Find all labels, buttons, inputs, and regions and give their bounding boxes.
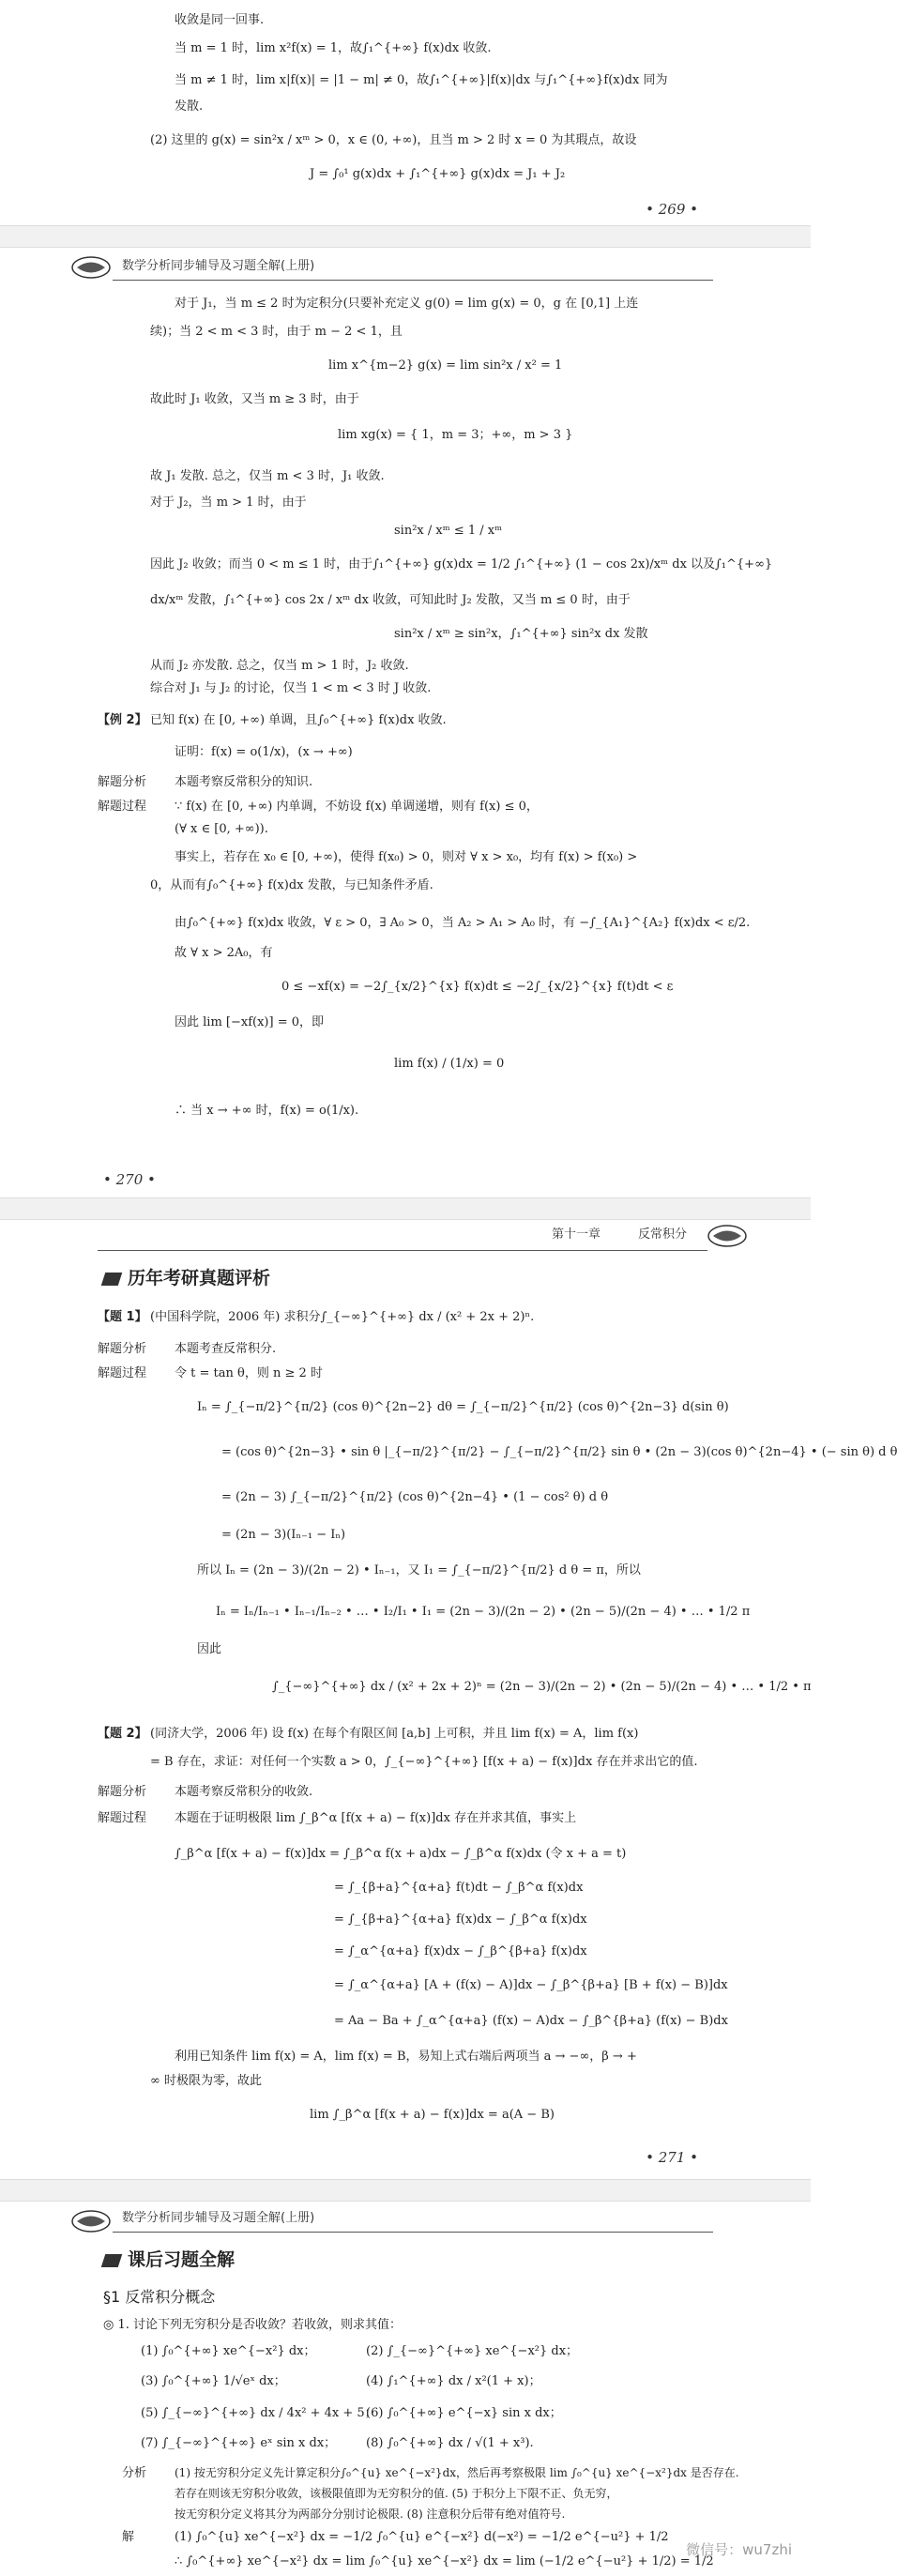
text-line: 令 t = tan θ，则 n ≥ 2 时	[175, 1366, 323, 1380]
page-number: • 270 •	[103, 1171, 156, 1188]
equation: sin²x / xᵐ ≤ 1 / xᵐ	[394, 524, 503, 538]
page-270	[0, 248, 811, 1196]
text-line: 若存在则该无穷积分收敛，该极限值即为无穷积分的值. (5) 于积分上下限不正、负无穷，	[175, 2487, 618, 2500]
analysis-text: 本题考查反常积分.	[175, 1342, 277, 1356]
exercise-item: (1) ∫₀^{+∞} xe^{−x²} dx；	[141, 2344, 316, 2358]
exercise-item: (6) ∫₀^{+∞} e^{−x} sin x dx；	[366, 2406, 562, 2420]
equation: lim ∫_β^α [f(x + a) − f(x)]dx = a(A − B)	[310, 2108, 555, 2122]
equation: = (2n − 3) ∫_{−π/2}^{π/2} (cos θ)^{2n−4} • (1 − cos² θ) d θ	[221, 1490, 609, 1504]
equation: Iₙ = Iₙ/Iₙ₋₁ • Iₙ₋₁/Iₙ₋₂ • … • I₂/I₁ • I₁ = (2n − 3)/(2n − 2) • (2n − 5)/(2n − 4) • … • 1/2 π	[216, 1605, 751, 1619]
equation: = ∫_α^{α+a} f(x)dx − ∫_β^{β+a} f(x)dx	[334, 1944, 587, 1959]
equation: = (cos θ)^{2n−3} • sin θ |_{−π/2}^{π/2} − ∫_{−π/2}^{π/2} sin θ • (2n − 3)(cos θ)^{2n−4} • (− sin θ) d θ	[221, 1445, 897, 1459]
text-line: dx/xᵐ 发散，∫₁^{+∞} cos 2x / xᵐ dx 收敛，可知此时 J₂ 发散，又当 m ≤ 0 时，由于	[150, 593, 631, 607]
analysis-label: 解题分析	[98, 775, 147, 789]
text-line: ∞ 时极限为零，故此	[150, 2074, 262, 2088]
page-gap	[0, 2179, 811, 2202]
text-line: 0，从而有∫₀^{+∞} f(x)dx 发散，与已知条件矛盾.	[150, 878, 433, 892]
subsection-title: §1 反常积分概念	[103, 2288, 216, 2306]
text-line: 续)；当 2 < m < 3 时，由于 m − 2 < 1，且	[150, 325, 403, 339]
section-mark-icon	[101, 1273, 123, 1286]
chapter-title: 反常积分	[638, 1227, 688, 1242]
text-line: 故 ∀ x > 2A₀，有	[175, 946, 273, 960]
text-line: 收敛是同一回事.	[175, 13, 265, 27]
equation: sin²x / xᵐ ≥ sin²x，∫₁^{+∞} sin²x dx 发散	[394, 627, 648, 641]
equation: Iₙ = ∫_{−π/2}^{π/2} (cos θ)^{2n−2} dθ = ∫_{−π/2}^{π/2} (cos θ)^{2n−3} d(sin θ)	[197, 1400, 729, 1414]
text-line: 事实上，若存在 x₀ ∈ [0, +∞)，使得 f(x₀) > 0，则对 ∀ x > x₀，均有 f(x) > f(x₀) >	[175, 850, 638, 864]
text-line: 本题在于证明极限 lim ∫_β^α [f(x + a) − f(x)]dx 存在并求其值，事实上	[175, 1811, 577, 1825]
equation: 0 ≤ −xf(x) = −2∫_{x/2}^{x} f(x)dt ≤ −2∫_{x/2}^{x} f(t)dt < ε	[281, 980, 674, 994]
section-title	[103, 1267, 270, 1290]
text-line: 故此时 J₁ 收敛，又当 m ≥ 3 时，由于	[150, 392, 359, 406]
book-logo-icon	[69, 253, 113, 282]
text-line: 当 m = 1 时，lim x²f(x) = 1，故∫₁^{+∞} f(x)dx 收敛.	[175, 41, 492, 55]
question-text: (同济大学，2006 年) 设 f(x) 在每个有限区间 [a,b] 上可积，并且 lim f(x) = A，lim f(x)	[150, 1727, 639, 1741]
equation: ∫_{−∞}^{+∞} dx / (x² + 2x + 2)ⁿ = (2n − 3)/(2n − 2) • (2n − 5)/(2n − 4) • … • 1/2 • π	[272, 1680, 812, 1694]
text-line: 所以 Iₙ = (2n − 3)/(2n − 2) • Iₙ₋₁，又 I₁ = ∫_{−π/2}^{π/2} d θ = π，所以	[197, 1563, 641, 1578]
text-line: (∀ x ∈ [0, +∞)).	[175, 822, 268, 836]
equation: = ∫_α^{α+a} [A + (f(x) − A)]dx − ∫_β^{β+a} [B + f(x) − B)]dx	[334, 1978, 728, 1992]
question-text: (中国科学院，2006 年) 求积分∫_{−∞}^{+∞} dx / (x² + 2x + 2)ⁿ.	[150, 1310, 535, 1324]
text-line: 故 J₁ 发散. 总之，仅当 m < 3 时，J₁ 收敛.	[150, 469, 385, 483]
question-label: 【题 1】	[98, 1310, 147, 1324]
equation: = ∫_{β+a}^{α+a} f(x)dx − ∫_β^α f(x)dx	[334, 1913, 587, 1927]
equation: J = ∫₀¹ g(x)dx + ∫₁^{+∞} g(x)dx = J₁ + J₂	[310, 167, 566, 181]
example-label: 【例 2】	[98, 713, 147, 727]
text-line: 综合对 J₁ 与 J₂ 的讨论，仅当 1 < m < 3 时 J 收敛.	[150, 681, 432, 695]
header-rule	[113, 280, 713, 281]
text-line: 当 m ≠ 1 时，lim x|f(x)| = |1 − m| ≠ 0，故∫₁^{+∞}|f(x)|dx 与∫₁^{+∞}f(x)dx 同为	[175, 73, 668, 87]
text-line: 因此 J₂ 收敛；而当 0 < m ≤ 1 时，由于∫₁^{+∞} g(x)dx = 1/2 ∫₁^{+∞} (1 − cos 2x)/xᵐ dx 以及∫₁^{+∞}	[150, 557, 773, 572]
equation: = (2n − 3)(Iₙ₋₁ − Iₙ)	[221, 1528, 346, 1542]
exercise-intro: ◎ 1. 讨论下列无穷积分是否收敛？若收敛，则求其值：	[103, 2318, 403, 2332]
equation: = ∫_{β+a}^{α+a} f(t)dt − ∫_β^α f(x)dx	[334, 1881, 584, 1895]
exercise-item: (2) ∫_{−∞}^{+∞} xe^{−x²} dx；	[366, 2344, 579, 2358]
text-line: 因此 lim [−xf(x)] = 0，即	[175, 1015, 324, 1029]
exercise-item: (8) ∫₀^{+∞} dx / √(1 + x³).	[366, 2436, 534, 2450]
running-header: 数学分析同步辅导及习题全解(上册)	[122, 259, 315, 273]
page-269	[0, 0, 811, 221]
page-271	[0, 1220, 897, 2177]
example-prove: 证明：f(x) = o(1/x)，(x → +∞)	[175, 745, 353, 759]
text-line: (1) 按无穷积分定义先计算定积分∫₀^{u} xe^{−x²}dx，然后再考察极限 lim ∫₀^{u} xe^{−x²}dx 是否存在.	[175, 2466, 739, 2479]
text-line: ∴ 当 x → +∞ 时，f(x) = o(1/x).	[175, 1104, 359, 1118]
exercise-item: (7) ∫_{−∞}^{+∞} eˣ sin x dx；	[141, 2436, 337, 2450]
text-line: 按无穷积分定义将其分为两部分分别讨论极限. (8) 注意积分后带有绝对值符号.	[175, 2507, 566, 2521]
book-logo-icon	[706, 1222, 749, 1250]
analysis-label: 解题分析	[98, 1785, 147, 1799]
question-text: = B 存在，求证：对任何一个实数 a > 0，∫_{−∞}^{+∞} [f(x + a) − f(x)]dx 存在并求出它的值.	[150, 1755, 698, 1769]
page-number: • 271 •	[646, 2149, 698, 2166]
page-gap	[0, 1197, 811, 1220]
watermark: 微信号：wu7zhi	[686, 2541, 792, 2558]
exercise-item: (3) ∫₀^{+∞} 1/√eˣ dx；	[141, 2374, 286, 2388]
section-mark-icon	[101, 2254, 123, 2267]
text-line: 由∫₀^{+∞} f(x)dx 收敛，∀ ε > 0，∃ A₀ > 0，当 A₂ > A₁ > A₀ 时，有 −∫_{A₁}^{A₂} f(x)dx < ε/2.	[175, 916, 751, 930]
text-line: 因此	[197, 1642, 222, 1656]
equation: ∫_β^α [f(x + a) − f(x)]dx = ∫_β^α f(x + a)dx − ∫_β^α f(x)dx (令 x + a = t)	[175, 1847, 627, 1861]
header-rule	[98, 1250, 707, 1251]
equation: lim x^{m−2} g(x) = lim sin²x / x² = 1	[328, 358, 563, 373]
analysis-label: 解题分析	[98, 1342, 147, 1356]
page-number: • 269 •	[646, 201, 698, 218]
question-label: 【题 2】	[98, 1727, 147, 1741]
equation: = Aa − Ba + ∫_α^{α+a} (f(x) − A)dx − ∫_β^{β+a} (f(x) − B)dx	[334, 2014, 728, 2028]
header-rule	[113, 2232, 713, 2233]
exercise-item: (4) ∫₁^{+∞} dx / x²(1 + x)；	[366, 2374, 541, 2388]
equation: lim xg(x) = { 1，m = 3；+∞，m > 3 }	[338, 428, 573, 442]
example-text: 已知 f(x) 在 [0, +∞) 单调，且∫₀^{+∞} f(x)dx 收敛.	[150, 713, 447, 727]
text-line: 对于 J₁，当 m ≤ 2 时为定积分(只要补充定义 g(0) = lim g(x) = 0，g 在 [0,1] 上连	[175, 297, 639, 311]
text-line: 从而 J₂ 亦发散. 总之，仅当 m > 1 时，J₂ 收敛.	[150, 659, 409, 673]
analysis-label: 分析	[122, 2466, 147, 2480]
page-gap	[0, 225, 811, 248]
section-title-text: 课后习题全解	[128, 2249, 236, 2270]
equation: ∴ ∫₀^{+∞} xe^{−x²} dx = lim ∫₀^{u} xe^{−x²} dx = lim (−1/2 e^{−u²} + 1/2) = 1/2	[175, 2554, 714, 2568]
text-line: (2) 这里的 g(x) = sin²x / xᵐ > 0，x ∈ (0, +∞)，且当 m > 2 时 x = 0 为其瑕点，故设	[150, 133, 637, 147]
exercise-item: (5) ∫_{−∞}^{+∞} dx / 4x² + 4x + 5；	[141, 2406, 377, 2420]
process-label: 解题过程	[98, 1811, 147, 1825]
equation: (1) ∫₀^{u} xe^{−x²} dx = −1/2 ∫₀^{u} e^{−x²} d(−x²) = −1/2 e^{−u²} + 1/2	[175, 2530, 669, 2544]
process-label: 解题过程	[98, 1366, 147, 1380]
section-title-text: 历年考研真题评析	[128, 1268, 271, 1288]
running-header: 数学分析同步辅导及习题全解(上册)	[122, 2211, 315, 2225]
section-title	[103, 2248, 235, 2272]
chapter-label: 第十一章	[552, 1227, 601, 1242]
process-label: 解题过程	[98, 800, 147, 814]
book-logo-icon	[69, 2207, 113, 2235]
text-line: 对于 J₂，当 m > 1 时，由于	[150, 495, 307, 510]
analysis-text: 本题考察反常积分的收敛.	[175, 1785, 313, 1799]
text-line: ∵ f(x) 在 [0, +∞) 内单调，不妨设 f(x) 单调递增，则有 f(x) ≤ 0，	[175, 800, 539, 814]
analysis-text: 本题考察反常积分的知识.	[175, 775, 313, 789]
solution-label: 解	[122, 2530, 135, 2544]
text-line: 发散.	[175, 99, 204, 114]
text-line: 利用已知条件 lim f(x) = A，lim f(x) = B，易知上式右端后两项当 a → −∞，β → +	[175, 2050, 637, 2064]
page-272	[0, 2202, 811, 2576]
equation: lim f(x) / (1/x) = 0	[394, 1057, 505, 1071]
